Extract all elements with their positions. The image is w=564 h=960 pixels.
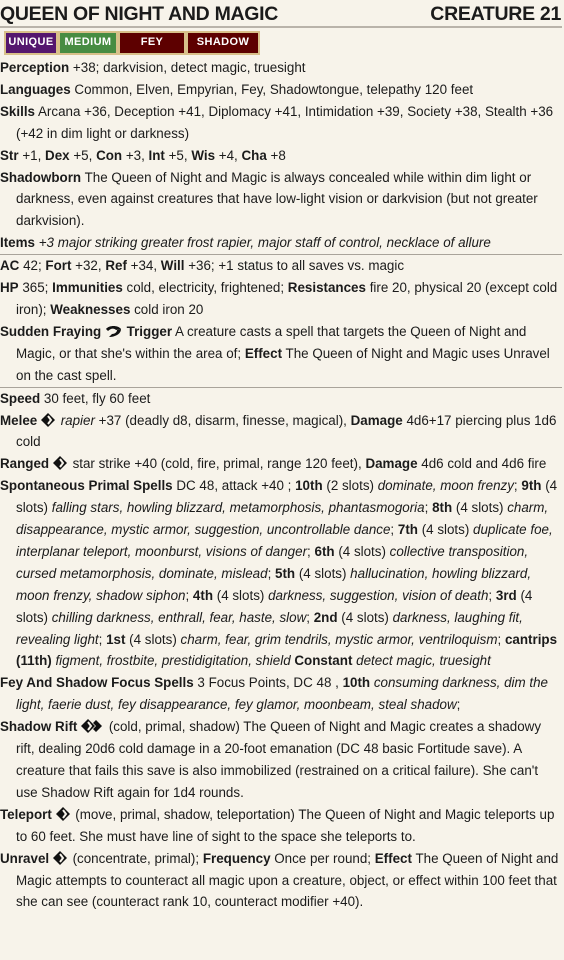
- unravel-line: [0, 848, 562, 914]
- constant-label: Constant: [294, 653, 353, 669]
- str-value: +1,: [18, 147, 46, 163]
- rank-6-slots: (4 slots): [334, 543, 390, 559]
- int-label: Int: [148, 147, 165, 163]
- single-action-icon: [41, 413, 57, 427]
- cha-value: +8: [266, 147, 286, 163]
- immunities-label: Immunities: [52, 280, 123, 296]
- focus-spells-line: Fey And Shadow Focus Spells 3 Focus Points, DC 48 , 10th consuming darkness, dim the light, faerie dust, fey disappearance, fey glamor, moonbeam, steal shadow;: [0, 675, 548, 713]
- perception-text: +38; darkvision, detect magic, truesight: [69, 60, 306, 75]
- dex-label: Dex: [45, 147, 70, 163]
- two-actions-icon: [81, 719, 105, 733]
- perception-line: [0, 57, 562, 79]
- ref-value: +34,: [126, 258, 161, 274]
- items-text: +3 major striking greater frost rapier, major staff of control, necklace of allure: [34, 235, 491, 251]
- immunities-value: cold, electricity, frightened;: [122, 280, 288, 296]
- rank-4-slots: (4 slots): [213, 587, 269, 603]
- frequency-label: Frequency: [202, 850, 271, 866]
- fort-label: Fort: [45, 258, 72, 274]
- rift-label: Shadow Rift: [0, 719, 78, 735]
- weaknesses-value: cold iron 20: [130, 301, 204, 317]
- frequency-text: Once per round;: [270, 850, 375, 866]
- teleport-text: (move, primal, shadow, teleportation) The Queen of Night and Magic teleports up to 60 feet. She must have line of sight to the space she teleports to.: [16, 806, 555, 844]
- items-line: [0, 232, 562, 254]
- languages-line: [0, 79, 562, 101]
- rank-2-label: 2nd: [313, 609, 338, 625]
- rank-6-spells: collective transposition, cursed metamorphosis, dominate, mislead: [16, 543, 529, 581]
- focus-label: Fey And Shadow Focus Spells: [0, 675, 194, 691]
- saves-line: [0, 255, 562, 277]
- teleport-line: [0, 804, 562, 848]
- trait-medium: MEDIUM: [58, 31, 118, 55]
- shadow-rift-line: [0, 716, 562, 804]
- reaction-icon: [105, 325, 123, 338]
- rank-2-slots: (4 slots): [337, 609, 393, 625]
- con-label: Con: [96, 147, 123, 163]
- single-action-icon: [53, 851, 69, 865]
- trait-fey: FEY: [118, 31, 186, 55]
- focus-spells: consuming darkness, dim the light, faerie dust, fey disappearance, fey glamor, moonbeam, steal shadow: [16, 675, 548, 713]
- spells-label: Spontaneous Primal Spells: [0, 478, 173, 494]
- rank-6-label: 6th: [314, 543, 335, 559]
- attributes-line: [0, 145, 562, 167]
- ac-value: 42;: [19, 258, 46, 274]
- trigger-text: A creature casts a spell that targets the Queen of Night and Magic, or that she's within the area of;: [16, 323, 527, 361]
- wis-value: +4,: [215, 147, 242, 163]
- skills-label: Skills: [0, 103, 35, 119]
- rank-10-label: 10th: [295, 478, 323, 494]
- ref-label: Ref: [105, 258, 127, 274]
- shadowborn-label: Shadowborn: [0, 169, 82, 185]
- con-value: +3,: [122, 147, 149, 163]
- ranged-damage: 4d6 cold and 4d6 fire: [417, 456, 547, 472]
- melee-weapon: rapier: [60, 412, 95, 428]
- fraying-effect-label: Effect: [244, 345, 283, 361]
- trait-unique: UNIQUE: [4, 31, 58, 55]
- constant-spells: detect magic, truesight: [352, 653, 491, 669]
- ranged-damage-label: Damage: [365, 456, 418, 472]
- creature-level: CREATURE 21: [430, 3, 561, 25]
- rank-8-spells: charm, disappearance, mystic armor, suggestion, uncontrollable dance: [16, 500, 549, 538]
- rank-7-label: 7th: [397, 522, 418, 538]
- rank-4-label: 4th: [192, 587, 214, 603]
- cantrips-label: cantrips (11th): [16, 631, 558, 669]
- ranged-label: Ranged: [0, 456, 50, 472]
- trait-list: [4, 31, 562, 55]
- hp-label: HP: [0, 280, 19, 296]
- will-label: Will: [160, 258, 185, 274]
- rank-7-slots: (4 slots): [417, 522, 474, 538]
- int-value: +5,: [164, 147, 192, 163]
- focus-rank-label: 10th: [342, 675, 371, 691]
- rank-10-spells: dominate, moon frenzy: [377, 478, 514, 494]
- cantrips-spells: figment, frostbite, prestidigitation, shield: [51, 653, 291, 669]
- sudden-fraying-line: [0, 321, 562, 387]
- rank-5-label: 5th: [275, 565, 296, 581]
- rank-9-slots: (4 slots): [16, 478, 558, 516]
- unravel-text: (concentrate, primal);: [68, 850, 203, 866]
- hp-line: [0, 277, 562, 321]
- unravel-effect-text: The Queen of Night and Magic attempts to counteract all magic upon a creature, object, or effect within 100 feet that she can see (counteract rank 10, counteract modifier +40).: [16, 850, 559, 910]
- rank-1-slots: (4 slots): [125, 631, 181, 647]
- weaknesses-label: Weaknesses: [50, 301, 131, 317]
- resistances-label: Resistances: [287, 280, 366, 296]
- rank-10-slots: (2 slots): [322, 478, 378, 494]
- speed-label: Speed: [0, 390, 41, 406]
- will-value: +36; +1 status to all saves vs. magic: [184, 258, 405, 274]
- melee-label: Melee: [0, 412, 38, 428]
- creature-name: QUEEN OF NIGHT AND MAGIC: [0, 3, 279, 25]
- spells-dc: DC 48, attack +40 ;: [172, 478, 296, 494]
- rank-2-spells: darkness, laughing fit, revealing light: [16, 609, 523, 647]
- rank-5-slots: (4 slots): [295, 565, 351, 581]
- focus-text: 3 Focus Points, DC 48 ,: [193, 675, 343, 691]
- shadowborn-text: The Queen of Night and Magic is always concealed while within dim light or darkness, even against creatures that have low-light vision or darkvision (but not greater darkvision).: [16, 169, 538, 229]
- melee-damage-label: Damage: [350, 412, 403, 428]
- resistances-value: fire 20, physical 20 (except cold iron);: [16, 280, 558, 317]
- rift-text: (cold, primal, shadow) The Queen of Night and Magic creates a shadowy rift, dealing 20d6 cold damage in a 20-foot emanation (DC 48 basic Fortitude save). A creature that fails this save is also immobilized (restrained on a critical failure). She can't use Shadow Rift again for 1d4 rounds.: [16, 719, 542, 800]
- rank-4-spells: darkness, suggestion, vision of death: [268, 587, 489, 603]
- melee-text: +37 (deadly d8, disarm, finesse, magical),: [94, 412, 351, 428]
- str-label: Str: [0, 147, 19, 163]
- rank-3-spells: chilling darkness, enthrall, fear, haste, slow: [51, 609, 307, 625]
- perception-label: Perception: [0, 60, 70, 75]
- ranged-text: star strike +40 (cold, fire, primal, range 120 feet),: [68, 456, 366, 472]
- rank-1-spells: charm, fear, grim tendrils, mystic armor, ventriloquism: [180, 631, 498, 647]
- rank-9-spells: falling stars, howling blizzard, metamorphosis, phantasmogoria: [51, 500, 425, 516]
- speed-text: 30 feet, fly 60 feet: [40, 390, 151, 406]
- rank-9-label: 9th: [521, 478, 542, 494]
- rank-1-label: 1st: [106, 631, 126, 647]
- languages-text: Common, Elven, Empyrian, Fey, Shadowtongue, telepathy 120 feet: [70, 81, 474, 97]
- shadowborn-line: [0, 167, 562, 233]
- unravel-effect-label: Effect: [374, 850, 412, 866]
- ranged-line: [0, 453, 562, 475]
- dex-value: +5,: [69, 147, 97, 163]
- trigger-label: Trigger: [122, 323, 173, 339]
- items-label: Items: [0, 235, 35, 251]
- skills-text: Arcana +36, Deception +41, Diplomacy +41, Intimidation +39, Society +38, Stealth +36 (+42 in dim light or darkness): [16, 103, 554, 141]
- rank-3-label: 3rd: [495, 587, 517, 603]
- ac-label: AC: [0, 258, 20, 274]
- wis-label: Wis: [191, 147, 216, 163]
- spells-block: Spontaneous Primal Spells DC 48, attack +40 ; 10th (2 slots) dominate, moon frenzy; 9th (4 slots) falling stars, howling blizzard, metamorphosis, phantasmogoria; 8th (4 slots) charm, disappearance, mystic armor, suggestion, uncontrollable dance; 7th (4 slots) duplicate foe, interplanar teleport, moonburst, visions of danger; 6th (4 slots) collective transposition, cursed metamorphosis, dominate, mislead; 5th (4 slots) hallucination, howling blizzard, moon frenzy, shadow siphon; 4th (4 slots) darkness, suggestion, vision of death; 3rd (4 slots) chilling darkness, enthrall, fear, haste, slow; 2nd (4 slots) darkness, laughing fit, revealing light; 1st (4 slots) charm, fear, grim tendrils, mystic armor, ventriloquism; cantrips (11th) figment, frostbite, prestidigitation, shield Constant detect magic, truesight: [0, 478, 558, 669]
- languages-label: Languages: [0, 81, 71, 97]
- unravel-label: Unravel: [0, 850, 50, 866]
- fort-value: +32,: [71, 258, 106, 274]
- skills-line: [0, 101, 562, 145]
- teleport-label: Teleport: [0, 806, 52, 822]
- single-action-icon: [53, 456, 69, 470]
- trait-shadow: SHADOW: [186, 31, 260, 55]
- fraying-label: Sudden Fraying: [0, 323, 102, 339]
- rank-8-label: 8th: [432, 500, 453, 516]
- melee-line: [0, 410, 562, 454]
- fraying-effect-text: The Queen of Night and Magic uses Unravel on the cast spell.: [16, 345, 550, 383]
- rank-7-spells: duplicate foe, interplanar teleport, moonburst, visions of danger: [16, 522, 553, 559]
- rank-8-slots: (4 slots): [452, 500, 508, 516]
- melee-damage: 4d6+17 piercing plus 1d6 cold: [16, 412, 557, 450]
- single-action-icon: [56, 807, 72, 821]
- title-row: [0, 0, 562, 28]
- hp-value: 365;: [18, 280, 53, 296]
- rank-5-spells: hallucination, howling blizzard, moon frenzy, shadow siphon: [16, 565, 532, 603]
- cha-label: Cha: [241, 147, 267, 163]
- rank-3-slots: (4 slots): [16, 587, 533, 625]
- speed-line: [0, 388, 562, 410]
